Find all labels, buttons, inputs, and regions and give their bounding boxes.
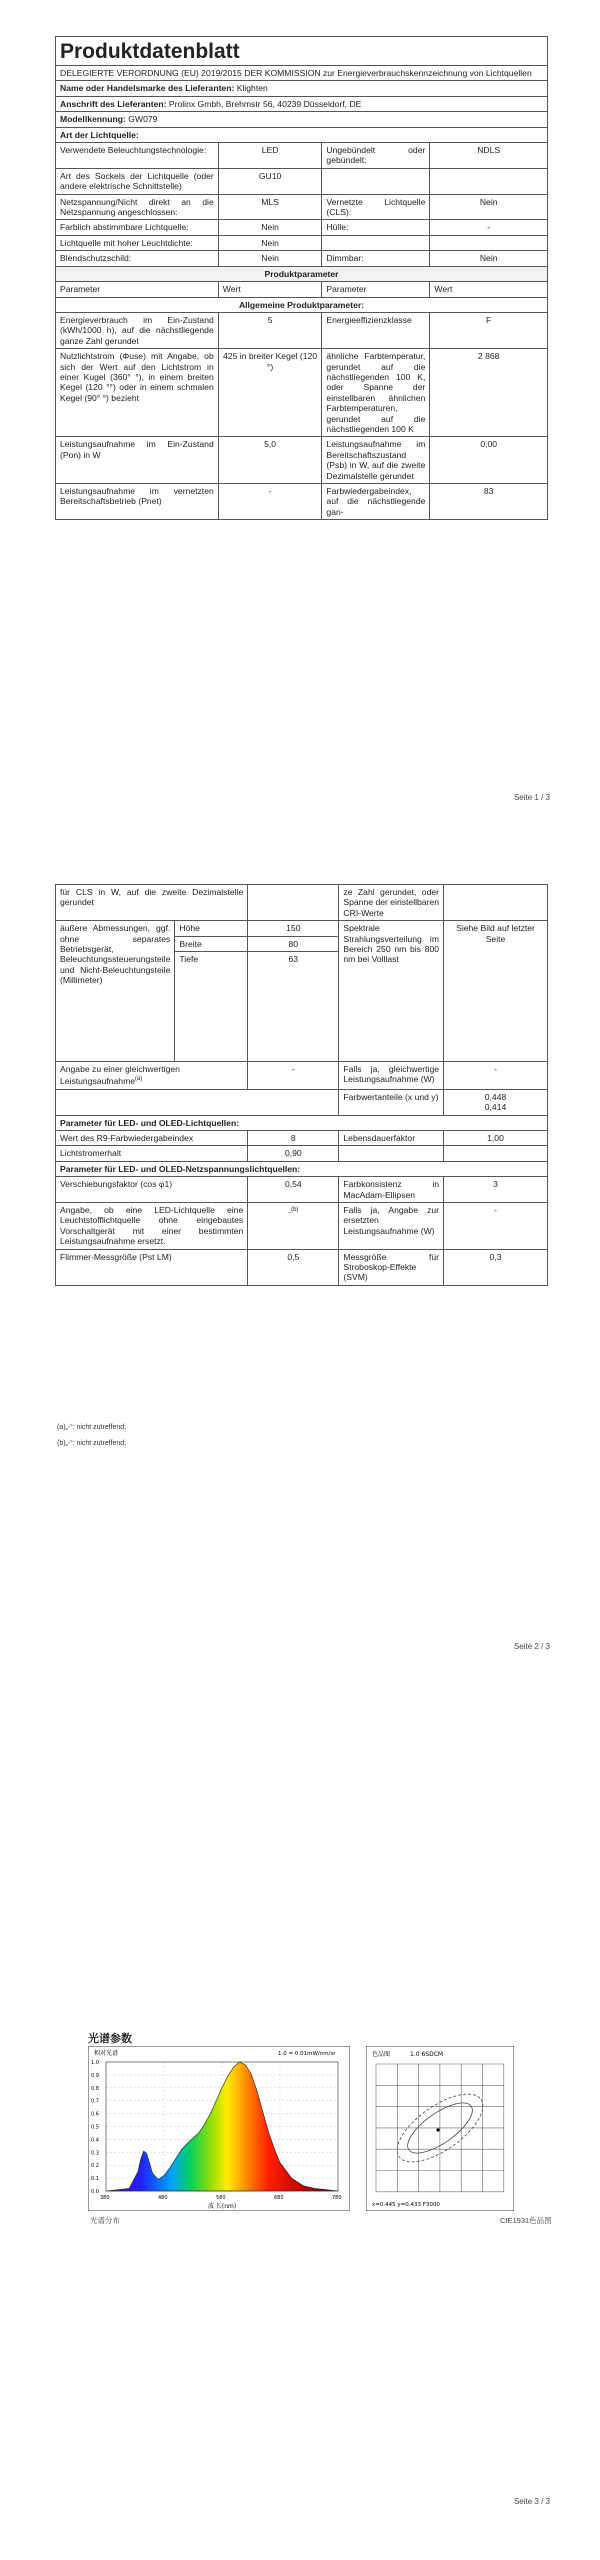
light-type-row: Verwendete Beleuchtungstechnologie: LED Ungebündelt oder gebündelt: NDLS (56, 143, 548, 169)
column-header-row: Parameter Wert Parameter Wert (56, 282, 548, 297)
general-param-row: Nutzlichtstrom (Φuse) mit Angabe, ob sich der Wert auf den Lichtstrom in einer Kugel (360° °), in einem breiten Kegel (120 °°) oder in einem schmalen Kegel (90° °) bezieht 425 in breiter Kegel (120 °) ähnliche Farbtemperatur, gerundet auf die nächstliegenden 100 K, oder Spanne der einstellbaren ähnlichen Farbtemperaturen, gerundet auf die nächstliegenden 100 K 2 868 (56, 349, 548, 437)
x-tick-label: 680 (274, 2195, 284, 2201)
y-tick-label: 0.2 (91, 2163, 99, 2170)
footnote-a: (a)„-“: nicht zutreffend; (57, 1424, 127, 1431)
x-tick-label: 780 (332, 2195, 342, 2201)
mains-params-header: Parameter für LED- und OLED-Netzspannungslichtquellen: (56, 1161, 548, 1176)
x-tick-label: 480 (158, 2195, 168, 2201)
led-param-row: Lichtstromerhalt 0,90 (56, 1146, 548, 1161)
chromaticity-point (436, 2128, 439, 2131)
light-type-row: Netzspannung/Nicht direkt an die Netzspannung angeschlossen: MLS Vernetzte Lichtquelle (CLS): Nein (56, 194, 548, 220)
y-tick-label: 0.1 (91, 2176, 99, 2183)
mains-param-row: Verschiebungsfaktor (cos φ1) 0,54 Farbkonsistenz in MacAdam-Ellipsen 3 (56, 1177, 548, 1203)
y-tick-label: 0.9 (91, 2072, 99, 2079)
chart-header-right: 1.0 = 0.01mW/nm/sr (278, 2051, 336, 2057)
led-params-header: Parameter für LED- und OLED-Lichtquellen: (56, 1115, 548, 1130)
page-2 (0, 870, 600, 1720)
page-1 (0, 0, 600, 830)
spectral-value: Siehe Bild auf letzter Seite (444, 921, 548, 1062)
light-type-row: Lichtquelle mit hoher Leuchtdichte: Nein (56, 235, 548, 250)
dimensions-row: Breite 80 (56, 936, 548, 951)
cie-coordinates: x=0.445 y=0.433 F3000 (372, 2202, 440, 2208)
y-tick-label: 0.7 (91, 2098, 99, 2105)
light-type-header: Art der Lichtquelle: (56, 127, 548, 142)
dimensions-row: Tiefe 63 (56, 952, 548, 1062)
cie-header: 色品图 (372, 2051, 391, 2058)
mains-param-row: Angabe, ob eine LED-Lichtquelle eine Leuchtstofflichtquelle ohne eingebautes Vorschaltgerät mit einer bestimmten Leistungsaufnahme ersetzt. -$^{(b)}$ Falls ja, Angabe zur ersetzten Leistungsaufnahme (W) - (56, 1202, 548, 1249)
general-params-header: Allgemeine Produktparameter: (56, 297, 548, 312)
spectrum-chart (88, 2046, 350, 2211)
footnote-b: (b)„-“: nicht zutreffend; (57, 1440, 127, 1447)
general-param-row: Energieverbrauch im Ein-Zustand (kWh/1000 h), auf die nächstliegende ganze Zahl gerundet 5 Energieeffizienzklasse F (56, 312, 548, 348)
dimensions-label: äußere Abmessungen, ggf. ohne separates Betriebsgerät, Beleuchtungssteuerungsteile und Nicht-Beleuchtungsteile (Millimeter) (56, 921, 175, 1062)
page-number: Seite 1 / 3 (513, 793, 550, 802)
spectrum-caption: 光谱分布 (90, 2216, 120, 2225)
supplier-address: Prolinx Gmbh, Brehmstr 56, 40239 Düsseldorf, DE (168, 98, 362, 109)
x-axis-label: 波 长(nm) (208, 2203, 237, 2210)
light-type-row: Blendschutzschild: Nein Dimmbar: Nein (56, 251, 548, 266)
y-tick-label: 0.5 (91, 2124, 99, 2131)
spectral-label: Spektrale Strahlungsverteilung im Bereich 250 nm bis 800 nm bei Volllast (339, 921, 444, 1062)
spectrum-title: 光谱参数 (88, 2033, 132, 2045)
model-row (56, 112, 548, 127)
chromaticity-row: Farbwertanteile (x und y) 0,448 0,414 (56, 1089, 548, 1115)
datasheet-table-page-2 (55, 884, 548, 1286)
y-tick-label: 0.6 (91, 2111, 99, 2118)
regulation-text: DELEGIERTE VERORDNUNG (EU) 2019/2015 DER KOMMISSION zur Energieverbrauchskennzeichnung von Lichtquellen (56, 66, 548, 81)
supplier-name: Klighten (236, 83, 268, 94)
led-param-row: Wert des R9-Farbwiedergabeindex 8 Lebensdauerfaktor 1,00 (56, 1130, 548, 1145)
supplier-address-label: Anschrift des Lieferanten: (60, 98, 167, 109)
model-label: Modellkennung: (60, 114, 126, 125)
cie-caption: CIE1931色品图 (500, 2216, 552, 2225)
y-tick-label: 0.4 (91, 2137, 99, 2144)
y-tick-label: 0.3 (91, 2150, 99, 2157)
y-tick-label: 1.0 (91, 2060, 99, 2066)
mains-param-row: Flimmer-Messgröße (Pst LM) 0,5 Messgröße für Stroboskop-Effekte (SVM) 0,3 (56, 1249, 548, 1285)
general-param-row: Leistungsaufnahme im Ein-Zustand (Pon) in W 5,0 Leistungsaufnahme im Bereitschaftszustand (Psb) in W, auf die zweite Dezimalstelle gerundet 0,00 (56, 437, 548, 484)
cie-chart (366, 2046, 514, 2211)
equivalent-power-row: Angabe zu einer gleichwertigen Leistungsaufnahme$^{(a)}$ - Falls ja, gleichwertige Leistungsaufnahme (W) - (56, 1062, 548, 1090)
x-tick-label: 580 (216, 2195, 226, 2201)
general-param-row: Leistungsaufnahme im vernetzten Bereitschaftsbetrieb (Pnet) - Farbwiedergabeindex, auf die nächstliegende gan- 83 (56, 484, 548, 520)
model-value: GW079 (128, 114, 158, 125)
page-number: Seite 2 / 3 (513, 1642, 550, 1651)
chart-header-left: 相对光谱 (94, 2050, 119, 2057)
supplier-name-row (56, 81, 548, 96)
supplier-address-row (56, 96, 548, 111)
x-tick-label: 380 (100, 2195, 110, 2201)
page-number: Seite 3 / 3 (513, 2497, 550, 2506)
light-type-row: Art des Sockels der Lichtquelle (oder andere elektrische Schnittstelle) GU10 (56, 168, 548, 194)
supplier-name-label: Name oder Handelsmarke des Lieferanten: (60, 83, 235, 94)
page-title: Produktdatenblatt (56, 37, 548, 66)
cie-header-scale: 1.0 6SDCM (410, 2051, 444, 2058)
datasheet-table-page-1 (55, 36, 548, 520)
dimensions-row: äußere Abmessungen, ggf. ohne separates Betriebsgerät, Beleuchtungssteuerungsteile und Nicht-Beleuchtungsteile (Millimeter) Höhe 150 Spektrale Strahlungsverteilung im Bereich 250 nm bis 800 nm bei Volllast Siehe Bild auf letzter Seite (56, 921, 548, 936)
continued-row: für CLS in W, auf die zweite Dezimalstelle gerundet ze Zahl gerundet, oder Spanne der einstellbaren CRI-Werte (56, 885, 548, 921)
y-tick-label: 0.0 (91, 2189, 99, 2195)
y-tick-label: 0.8 (91, 2085, 99, 2092)
light-type-row: Farblich abstimmbare Lichtquelle: Nein Hülle: - (56, 220, 548, 235)
product-params-header: Produktparameter (56, 266, 548, 281)
